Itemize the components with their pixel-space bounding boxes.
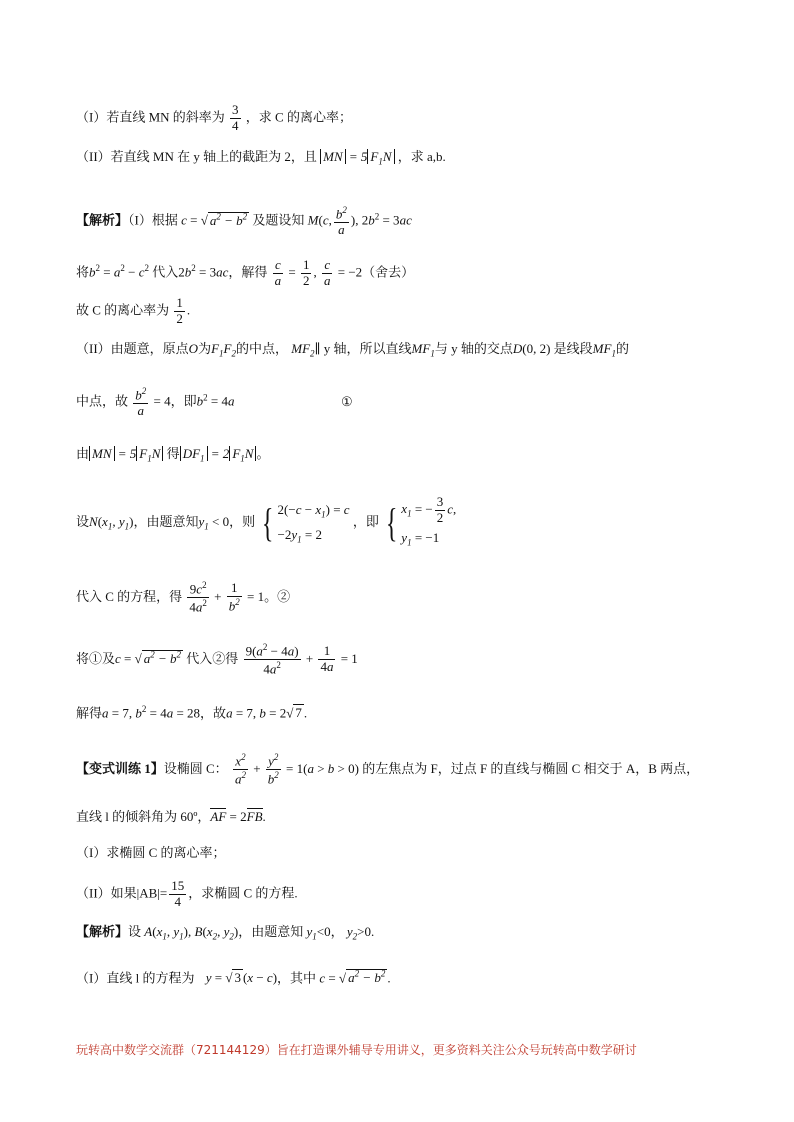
question-1: （I）若直线 MN 的斜率为 $\frac{3}{4}$ ，求 C 的离心率；	[76, 102, 352, 133]
variant-condition: 直线 l 的倾斜角为 60º，AF = 2FB.	[76, 809, 266, 824]
variant-solution: 【解析】设 $A(x_1$, $y_1$), $B(x_2$, $y_2$)，由题意知 $y_1<0$， $y_2>0$.	[76, 924, 375, 942]
slope-fraction: $\frac{3}{4}$	[232, 102, 239, 133]
result-line: 解得a = 7, $b^2 = 4a = 28$，故a = 7, b = 2√ 7 .	[76, 704, 308, 721]
midpoint-line: 中点，故 $\frac{b^2}{a}$ = 4，即$b^2 = 4a$ ①	[76, 386, 353, 419]
variant-problem: 【变式训练 1】设椭圆 C： $\frac{x^2}{a^2}$ + $\frac{y^2}{b^2}$ = 1(a > b > 0) 的左焦点为 F，过点 F 的直线与椭圆 C 相交于 A，B 两点，	[76, 752, 700, 787]
ratio-line: 由 MN = 5 $F_1N$ 得 $DF_1 = 2$ $F_1N$ 。	[76, 446, 270, 464]
equation-2-line: 代入 C 的方程，得 $\frac{9c^2}{4a^2}$ + $\frac{1}{b^2}$ = 1。②	[76, 580, 291, 615]
combine-line: 将①及c = √ $a^2 - b^2$ 代入②得 $\frac{9(a^2 - 4a)}{4a^2}$ + $\frac{1}{4a}$ = 1	[76, 642, 358, 677]
eccentricity-line: 故 C 的离心率为 $\frac{1}{2}$ .	[76, 295, 191, 326]
variant-q2: （II）如果|AB|= $\frac{15}{4}$ ，求椭圆 C 的方程.	[76, 878, 298, 909]
footer-banner: 玩转高中数学交流群（721144129）旨在打造课外辅导专用讲义，更多资料关注公众号玩转高中数学研讨	[76, 1043, 637, 1057]
question-2: （II）若直线 MN 在 y 轴上的截距为 2，且 MN = 5 $F_1N$ ，求 a,b.	[76, 149, 446, 167]
variant-line-eq: （I）直线 l 的方程为 y = √ 3 (x − c)，其中 c = √ $a^2 - b^2$ .	[76, 969, 391, 986]
variant-q1: （I）求椭圆 C 的离心率；	[76, 845, 226, 860]
substitution-line: 将$b^2 = a^2 - c^2$ 代入$2b^2 = 3ac$，解得 $\frac{c}{a}$ = $\frac{1}{2}$ , $\frac{c}{a}$ = −2（舍去）	[76, 257, 415, 288]
solution-2-line: （II）由题意，原点O为$F_1F_2$的中点， $MF_2\parallel$ y 轴，所以直线$MF_1$与 y 轴的交点D(0, 2) 是线段$MF_1$的	[76, 341, 629, 359]
solution-1: 【解析】（I）根据 c = √ $a^2 - b^2$ 及题设知 M(c, $\frac{b^2}{a}$ ), $2b^2 = 3ac$	[76, 205, 412, 238]
system-line: 设$N(x_1$, $y_1$)，由题意知$y_1 < 0$，则 { $2(-c - x_1) = c$ $-2y_1 = 2$ ，即 { $x_1$ = − $\frac{3}{2}$ c, $y_1 = -1$	[76, 494, 457, 548]
